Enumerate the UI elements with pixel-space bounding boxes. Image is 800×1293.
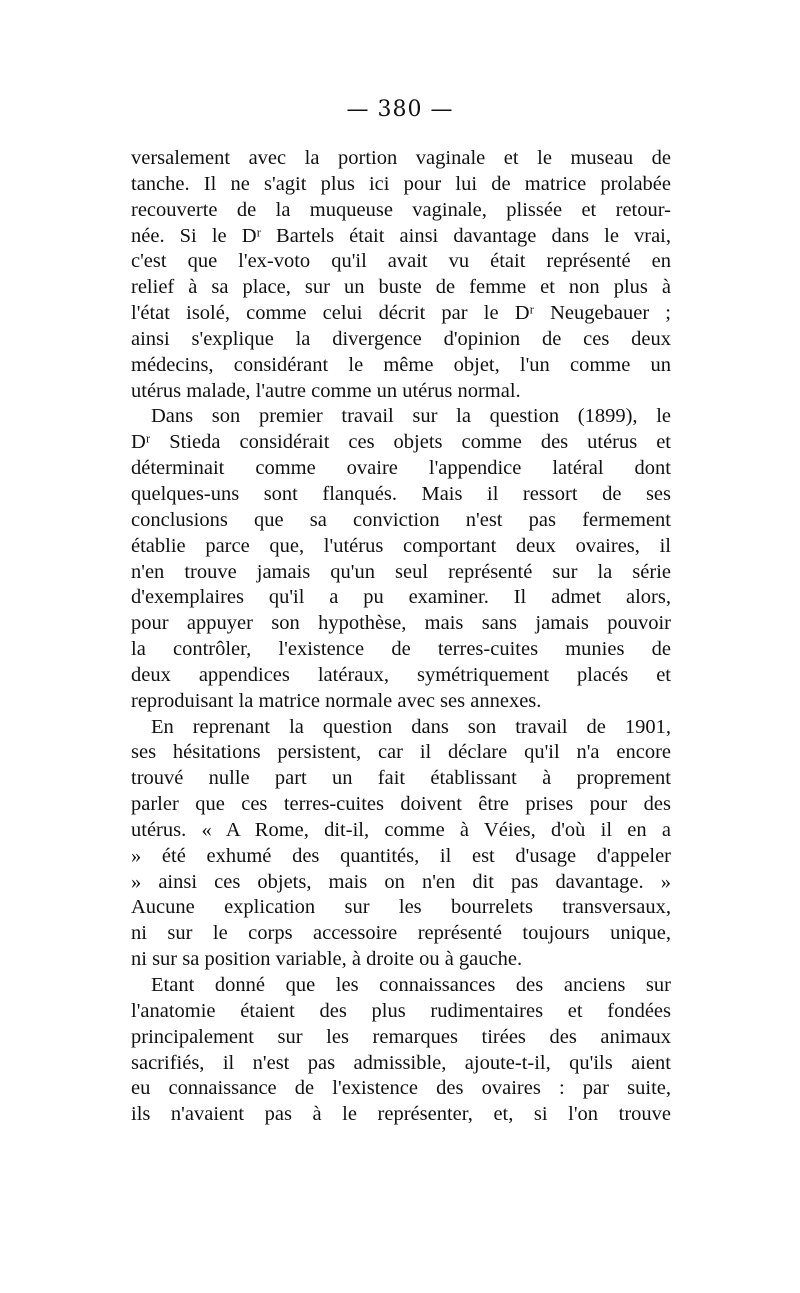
text-line: née. Si le Dʳ Bartels était ainsi davantage dans le vrai, <box>131 224 671 247</box>
text-line: établie parce que, l'utérus comportant deux ovaires, il <box>131 534 671 557</box>
text-line: utérus. « A Rome, dit-il, comme à Véies, d'où il en a <box>131 818 671 841</box>
text-line: déterminait comme ovaire l'appendice latéral dont <box>131 457 671 480</box>
text-line: sacrifiés, il n'est pas admissible, ajoute-t-il, qu'ils aient <box>131 1051 671 1074</box>
text-line: pour appuyer son hypothèse, mais sans jamais pouvoir <box>131 612 671 635</box>
text-line: la contrôler, l'existence de terres-cuites munies de <box>131 638 671 661</box>
text-line: ni sur sa position variable, à droite ou à gauche. <box>131 948 523 971</box>
text-line: » été exhumé des quantités, il est d'usage d'appeler <box>131 844 671 867</box>
text-line: En reprenant la question dans son travail de 1901, <box>151 715 671 738</box>
text-line: l'anatomie étaient des plus rudimentaires et fondées <box>131 999 671 1022</box>
text-line: d'exemplaires qu'il a pu examiner. Il admet alors, <box>131 586 671 609</box>
text-line: parler que ces terres-cuites doivent être prises pour des <box>131 793 671 816</box>
text-line: l'état isolé, comme celui décrit par le Dʳ Neugebauer ; <box>131 302 671 325</box>
text-line: recouverte de la muqueuse vaginale, plissée et retour- <box>131 198 671 221</box>
text-line: ses hésitations persistent, car il déclare qu'il n'a encore <box>131 741 671 764</box>
text-line: tanche. Il ne s'agit plus ici pour lui de matrice prolabée <box>131 172 671 195</box>
text-line: médecins, considérant le même objet, l'un comme un <box>131 353 671 376</box>
text-line: reproduisant la matrice normale avec ses annexes. <box>131 689 542 712</box>
text-line: quelques-uns sont flanqués. Mais il ressort de ses <box>131 482 671 505</box>
page-number: — 380 — <box>346 97 454 122</box>
text-line: principalement sur les remarques tirées des animaux <box>131 1025 671 1048</box>
text-line: n'en trouve jamais qu'un seul représenté sur la série <box>131 560 671 583</box>
text-line: Etant donné que les connaissances des anciens sur <box>151 974 671 996</box>
text-line: versalement avec la portion vaginale et le museau de <box>131 147 671 169</box>
text-line: deux appendices latéraux, symétriquement placés et <box>131 663 671 686</box>
text-line: Dʳ Stieda considérait ces objets comme des utérus et <box>131 431 671 454</box>
text-line: ni sur le corps accessoire représenté toujours unique, <box>131 922 671 945</box>
text-line: » ainsi ces objets, mais on n'en dit pas davantage. » <box>131 870 671 893</box>
text-line: conclusions que sa conviction n'est pas fermement <box>131 508 671 531</box>
text-line: utérus malade, l'autre comme un utérus normal. <box>131 379 521 402</box>
text-line: c'est que l'ex-voto qu'il avait vu était représenté en <box>131 250 671 273</box>
text-line: Dans son premier travail sur la question (1899), le <box>151 405 671 428</box>
text-line: relief à sa place, sur un buste de femme et non plus à <box>131 276 671 299</box>
text-line: ils n'avaient pas à le représenter, et, si l'on trouve <box>131 1103 671 1126</box>
text-line: Aucune explication sur les bourrelets transversaux, <box>131 896 671 919</box>
body-text <box>131 146 671 1128</box>
text-line: eu connaissance de l'existence des ovaires : par suite, <box>131 1077 671 1100</box>
text-line: trouvé nulle part un fait établissant à proprement <box>131 767 671 790</box>
text-line: ainsi s'explique la divergence d'opinion de ces deux <box>131 327 671 350</box>
